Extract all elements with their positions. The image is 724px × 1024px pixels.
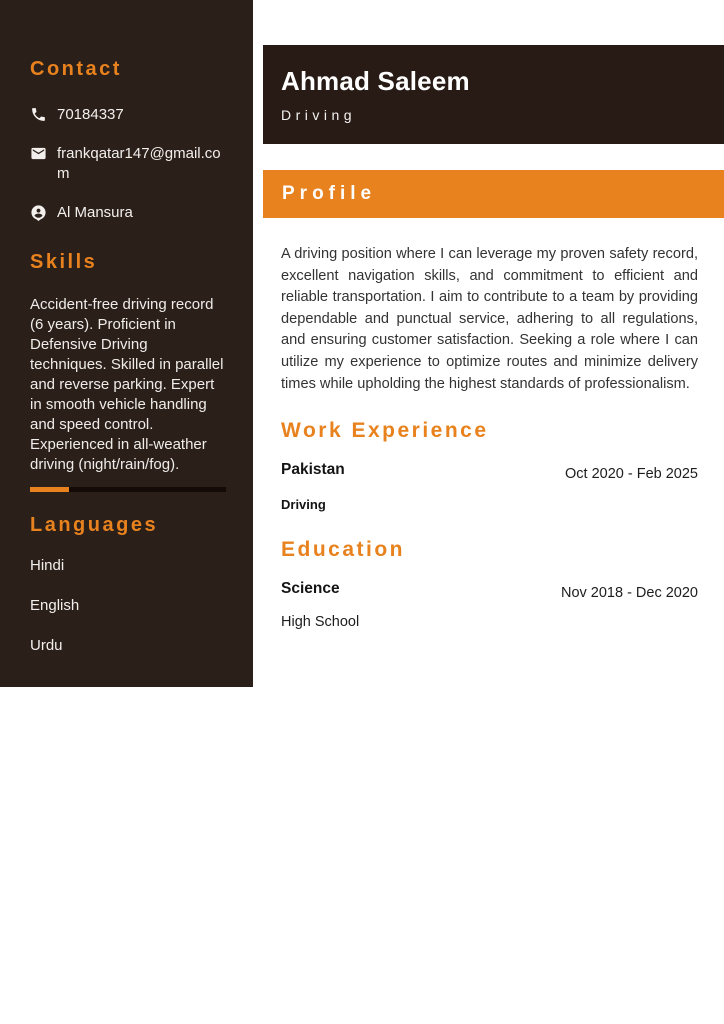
- contact-heading: Contact: [30, 58, 122, 80]
- education-entry-dates: Nov 2018 - Dec 2020: [560, 585, 698, 602]
- contact-item-location: [30, 203, 226, 223]
- contact-list: [30, 105, 226, 223]
- main-content: [263, 244, 724, 630]
- education-heading: Education: [281, 538, 406, 562]
- work-entry-role: Driving: [281, 497, 326, 513]
- language-item: Hindi: [30, 557, 65, 574]
- email-icon: [30, 145, 47, 162]
- education-entry-school: High School: [281, 614, 360, 631]
- candidate-name: Ahmad Saleem: [281, 66, 470, 96]
- profile-summary: A driving position where I can leverage my proven safety record, excellent navigation skills, and commitment to efficient and reliable transportation. I aim to contribute to a team by providing dependable and punctual service, adhering to all regulations, and ensuring customer satisfaction. Seeking a role where I can utilize my experience to optimize routes and minimize delivery times while upholding the highest standards of professionalism.: [281, 246, 698, 392]
- skills-text: Accident-free driving record (6 years). Proficient in Defensive Driving techniques. Skilled in parallel and reverse parking. Expert in smooth vehicle handling and speed control. Experienced in all-weather driving (night/rain/fog).: [30, 296, 224, 473]
- skills-heading: Skills: [30, 251, 98, 273]
- location-text: Al Mansura: [57, 204, 133, 221]
- candidate-job-title: Driving: [281, 107, 357, 123]
- phone-icon: [30, 106, 47, 123]
- work-entry-company: Pakistan: [281, 461, 345, 479]
- contact-section: [30, 58, 226, 223]
- languages-section: [30, 514, 226, 654]
- main-column: [263, 0, 724, 1024]
- languages-heading: Languages: [30, 514, 159, 536]
- language-item: Urdu: [30, 637, 63, 654]
- languages-list: [30, 557, 226, 654]
- sidebar: [0, 0, 253, 687]
- skill-level-fill: [30, 487, 69, 492]
- header-band: [263, 45, 724, 144]
- profile-heading: Profile: [282, 183, 377, 204]
- language-item: English: [30, 597, 80, 614]
- work-experience-entry: [281, 461, 698, 512]
- skills-section: [30, 251, 226, 492]
- education-entry-degree: Science: [281, 580, 340, 598]
- skill-level-bar: [30, 487, 226, 492]
- location-icon: [30, 204, 47, 221]
- work-experience-heading: Work Experience: [281, 419, 489, 443]
- contact-item-phone: [30, 105, 226, 125]
- education-entry: [281, 580, 698, 630]
- email-address: frankqatar147@gmail.com: [57, 145, 221, 182]
- work-entry-dates: Oct 2020 - Feb 2025: [565, 466, 698, 483]
- phone-number: 70184337: [57, 106, 124, 123]
- profile-section-band: [263, 170, 724, 218]
- work-entry-row: [281, 461, 698, 482]
- contact-item-email: [30, 144, 226, 184]
- education-entry-row: [281, 580, 698, 601]
